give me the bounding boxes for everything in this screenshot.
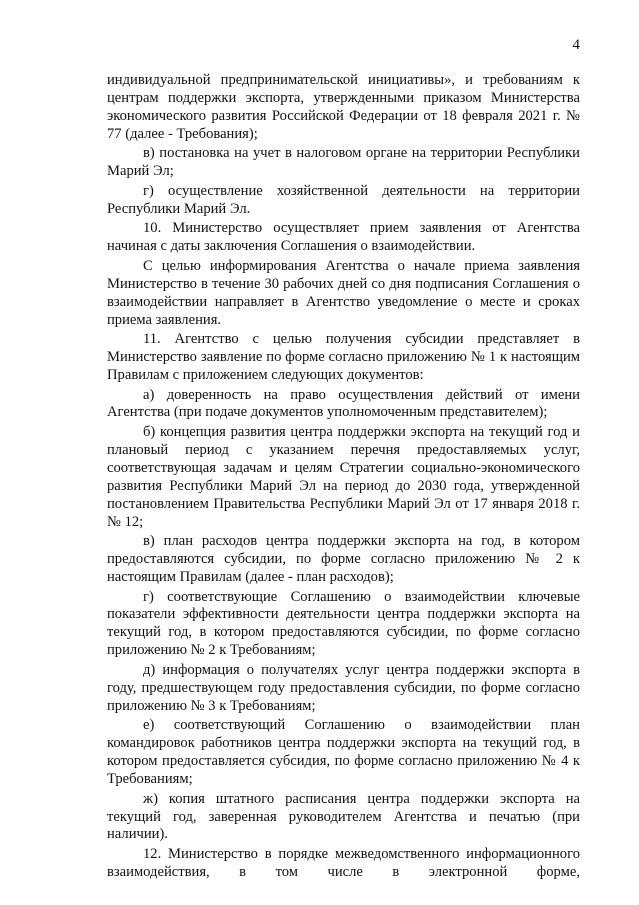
- paragraph: д) информация о получателях услуг центра поддержки экспорта в году, предшествующем году предоставления субсидии, по форме согласно приложению № 3 к Требованиям;: [107, 661, 580, 714]
- paragraph: С целью информирования Агентства о начале приема заявления Министерство в течение 30 рабочих дней со дня подписания Соглашения о взаимодействии направляет в Агентство уведомление о месте и сроках приема заявления.: [107, 257, 580, 328]
- paragraph: е) соответствующий Соглашению о взаимодействии план командировок работников центра поддержки экспорта на текущий год, в котором предоставляется субсидия, по форме согласно приложению № 4 к Требованиям;: [107, 717, 580, 787]
- paragraph: 10. Министерство осуществляет прием заявления от Агентства начиная с даты заключения Соглашения о взаимодействии.: [107, 220, 580, 255]
- paragraph: б) концепция развития центра поддержки экспорта на текущий год и плановый период с указанием перечня предоставляемых услуг, соответствующая задачам и целям Стратегии социально-экономического развития Республики Марий Эл на период до 2030 года, утвержденной постановлением Правительства Республики Марий Эл от 17 января 2018 г. № 12;: [107, 424, 580, 530]
- paragraph: в) постановка на учет в налоговом органе на территории Республики Марий Эл;: [107, 145, 580, 180]
- paragraph: в) план расходов центра поддержки экспорта на год, в котором предоставляются субсидии, по форме согласно приложению № 2 к настоящим Правилам (далее - план расходов);: [107, 533, 580, 585]
- paragraph: г) соответствующие Соглашению о взаимодействии ключевые показатели эффективности деятельности центра поддержки экспорта на текущий год, в котором предоставляются субсидии, по форме согласно приложению № 2 к Требованиям;: [107, 588, 580, 659]
- page-number: 4: [572, 37, 580, 53]
- paragraph: г) осуществление хозяйственной деятельности на территории Республики Марий Эл.: [107, 182, 580, 217]
- paragraph: ж) копия штатного расписания центра поддержки экспорта на текущий год, заверенная руководителем Агентства и печатью (при наличии).: [107, 790, 580, 843]
- paragraph: 11. Агентство с целью получения субсидии представляет в Министерство заявление по форме согласно приложению № 1 к настоящим Правилам с приложением следующих документов:: [107, 331, 580, 383]
- paragraph: 12. Министерство в порядке межведомственного информационного взаимодействия, в том числе в электронной форме,: [107, 846, 580, 880]
- paragraph: а) доверенность на право осуществления действий от имени Агентства (при подаче документов уполномоченным представителем);: [107, 386, 580, 421]
- paragraph: индивидуальной предпринимательской инициативы», и требованиям к центрам поддержки экспорта, утвержденными приказом Министерства экономического развития Российской Федерации от 18 февраля 2021 г. № 77 (далее - Требования);: [107, 72, 580, 142]
- document-body: [107, 72, 580, 884]
